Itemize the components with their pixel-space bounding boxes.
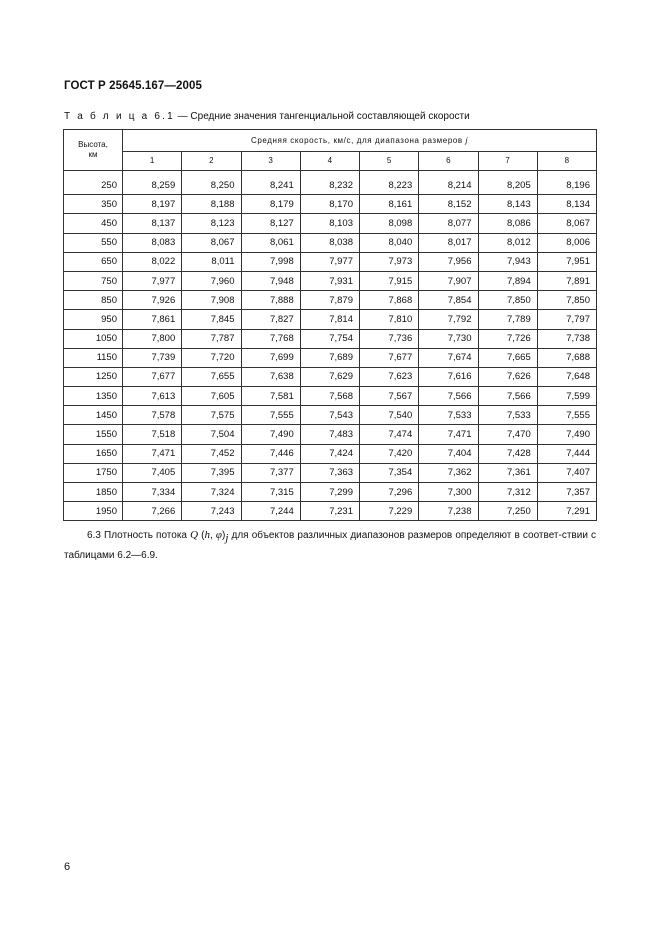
table-row	[64, 252, 597, 271]
height-cell: 1750	[64, 463, 123, 482]
velocity-cell: 7,474	[360, 425, 419, 444]
velocity-cell: 7,312	[478, 483, 537, 502]
velocity-cell: 8,077	[419, 214, 478, 233]
velocity-cell: 8,223	[360, 176, 419, 195]
velocity-cell: 7,238	[419, 502, 478, 521]
velocity-cell: 7,362	[419, 463, 478, 482]
velocity-cell: 7,850	[478, 291, 537, 310]
velocity-cell: 7,739	[123, 348, 182, 367]
velocity-cell: 7,555	[537, 406, 596, 425]
velocity-cell: 7,665	[478, 348, 537, 367]
velocity-cell: 7,948	[241, 271, 300, 290]
velocity-cell: 7,446	[241, 444, 300, 463]
velocity-cell: 7,452	[182, 444, 241, 463]
page-number: 6	[64, 861, 71, 873]
size-range-column-header: 1	[123, 151, 182, 170]
velocity-cell: 7,324	[182, 483, 241, 502]
table-row	[64, 195, 597, 214]
table-row	[64, 214, 597, 233]
velocity-cell: 7,543	[300, 406, 359, 425]
velocity-cell: 7,599	[537, 387, 596, 406]
velocity-cell: 8,161	[360, 195, 419, 214]
velocity-cell: 7,951	[537, 252, 596, 271]
velocity-cell: 8,214	[419, 176, 478, 195]
velocity-cell: 8,232	[300, 176, 359, 195]
velocity-cell: 8,179	[241, 195, 300, 214]
table-caption-prefix: Т а б л и ц а 6.1	[64, 111, 175, 122]
height-header-line2: км	[88, 150, 98, 159]
size-range-column-header: 6	[419, 151, 478, 170]
velocity-cell: 7,471	[123, 444, 182, 463]
velocity-cell: 7,407	[537, 463, 596, 482]
height-cell: 350	[64, 195, 123, 214]
velocity-cell: 8,098	[360, 214, 419, 233]
velocity-cell: 7,629	[300, 367, 359, 386]
velocity-cell: 7,405	[123, 463, 182, 482]
height-cell: 1850	[64, 483, 123, 502]
velocity-cell: 7,616	[419, 367, 478, 386]
velocity-cell: 7,827	[241, 310, 300, 329]
velocity-cell: 8,017	[419, 233, 478, 252]
velocity-cell: 7,395	[182, 463, 241, 482]
height-cell: 250	[64, 176, 123, 195]
table-row	[64, 502, 597, 521]
velocity-cell: 8,022	[123, 252, 182, 271]
size-range-header-row	[64, 151, 597, 170]
height-cell: 1650	[64, 444, 123, 463]
velocity-cell: 7,730	[419, 329, 478, 348]
velocity-cell: 8,241	[241, 176, 300, 195]
velocity-cell: 7,428	[478, 444, 537, 463]
size-range-column-header: 8	[537, 151, 596, 170]
velocity-table	[63, 129, 597, 521]
formula-sub-j: j	[225, 532, 229, 544]
velocity-cell: 7,315	[241, 483, 300, 502]
velocity-cell: 8,067	[537, 214, 596, 233]
height-cell: 1150	[64, 348, 123, 367]
height-cell: 1550	[64, 425, 123, 444]
velocity-cell: 7,861	[123, 310, 182, 329]
velocity-cell: 7,908	[182, 291, 241, 310]
height-cell: 1250	[64, 367, 123, 386]
document-header: ГОСТ Р 25645.167—2005	[64, 80, 202, 92]
table-row	[64, 348, 597, 367]
velocity-cell: 8,006	[537, 233, 596, 252]
velocity-cell: 7,250	[478, 502, 537, 521]
velocity-cell: 7,850	[537, 291, 596, 310]
table-row	[64, 425, 597, 444]
velocity-cell: 7,674	[419, 348, 478, 367]
velocity-cell: 7,655	[182, 367, 241, 386]
velocity-cell: 7,377	[241, 463, 300, 482]
velocity-cell: 7,578	[123, 406, 182, 425]
velocity-cell: 7,868	[360, 291, 419, 310]
velocity-cell: 7,567	[360, 387, 419, 406]
velocity-cell: 8,011	[182, 252, 241, 271]
formula-open: (	[198, 530, 205, 541]
table-caption	[64, 111, 470, 122]
velocity-table-body	[64, 176, 597, 521]
velocity-cell: 8,061	[241, 233, 300, 252]
velocity-cell: 7,504	[182, 425, 241, 444]
velocity-cell: 7,973	[360, 252, 419, 271]
velocity-cell: 7,581	[241, 387, 300, 406]
velocity-cell: 8,205	[478, 176, 537, 195]
velocity-cell: 7,956	[419, 252, 478, 271]
velocity-cell: 7,977	[300, 252, 359, 271]
velocity-cell: 8,259	[123, 176, 182, 195]
velocity-cell: 7,575	[182, 406, 241, 425]
velocity-cell: 7,638	[241, 367, 300, 386]
velocity-cell: 8,103	[300, 214, 359, 233]
velocity-cell: 8,040	[360, 233, 419, 252]
height-cell: 550	[64, 233, 123, 252]
velocity-cell: 7,533	[478, 406, 537, 425]
size-range-column-header: 3	[241, 151, 300, 170]
velocity-cell: 8,123	[182, 214, 241, 233]
velocity-cell: 7,845	[182, 310, 241, 329]
velocity-cell: 7,738	[537, 329, 596, 348]
velocity-cell: 7,879	[300, 291, 359, 310]
table-row	[64, 387, 597, 406]
velocity-cell: 8,038	[300, 233, 359, 252]
velocity-cell: 8,196	[537, 176, 596, 195]
velocity-cell: 8,134	[537, 195, 596, 214]
velocity-cell: 7,915	[360, 271, 419, 290]
velocity-cell: 7,291	[537, 502, 596, 521]
size-range-column-header: 5	[360, 151, 419, 170]
formula-phi: φ	[215, 529, 222, 541]
velocity-cell: 7,926	[123, 291, 182, 310]
velocity-cell: 7,444	[537, 444, 596, 463]
velocity-cell: 7,907	[419, 271, 478, 290]
table-row	[64, 367, 597, 386]
table-row	[64, 233, 597, 252]
height-cell: 850	[64, 291, 123, 310]
height-cell: 1350	[64, 387, 123, 406]
velocity-cell: 7,533	[419, 406, 478, 425]
velocity-cell: 7,566	[478, 387, 537, 406]
velocity-cell: 8,250	[182, 176, 241, 195]
size-range-column-header: 4	[300, 151, 359, 170]
table-row	[64, 291, 597, 310]
paragraph-6-3	[64, 527, 596, 564]
velocity-cell: 7,943	[478, 252, 537, 271]
table-row	[64, 176, 597, 195]
formula-h: h	[204, 529, 211, 541]
size-range-column-header: 2	[182, 151, 241, 170]
velocity-cell: 7,555	[241, 406, 300, 425]
velocity-cell: 8,170	[300, 195, 359, 214]
velocity-group-label: Средняя скорость, км/с, для диапазона размеров	[250, 135, 463, 145]
velocity-cell: 8,152	[419, 195, 478, 214]
velocity-cell: 7,266	[123, 502, 182, 521]
velocity-cell: 8,127	[241, 214, 300, 233]
height-cell: 450	[64, 214, 123, 233]
velocity-cell: 7,960	[182, 271, 241, 290]
height-cell: 1050	[64, 329, 123, 348]
velocity-cell: 7,490	[241, 425, 300, 444]
velocity-cell: 7,931	[300, 271, 359, 290]
velocity-cell: 7,296	[360, 483, 419, 502]
velocity-cell: 7,243	[182, 502, 241, 521]
velocity-cell: 8,012	[478, 233, 537, 252]
table-row	[64, 444, 597, 463]
velocity-cell: 7,334	[123, 483, 182, 502]
velocity-cell: 8,137	[123, 214, 182, 233]
height-cell: 1450	[64, 406, 123, 425]
height-cell: 650	[64, 252, 123, 271]
table-row	[64, 310, 597, 329]
formula-sep: ,	[210, 530, 216, 541]
velocity-cell: 7,299	[300, 483, 359, 502]
velocity-cell: 7,613	[123, 387, 182, 406]
table-row	[64, 271, 597, 290]
velocity-cell: 7,797	[537, 310, 596, 329]
table-row	[64, 406, 597, 425]
velocity-cell: 7,244	[241, 502, 300, 521]
velocity-cell: 7,231	[300, 502, 359, 521]
height-cell: 750	[64, 271, 123, 290]
velocity-cell: 7,540	[360, 406, 419, 425]
velocity-cell: 8,197	[123, 195, 182, 214]
height-header-line1: Высота,	[78, 140, 108, 149]
velocity-cell: 8,188	[182, 195, 241, 214]
velocity-cell: 7,736	[360, 329, 419, 348]
velocity-cell: 7,471	[419, 425, 478, 444]
height-column-header	[64, 130, 123, 171]
velocity-cell: 8,067	[182, 233, 241, 252]
velocity-cell: 7,792	[419, 310, 478, 329]
table-row	[64, 329, 597, 348]
velocity-cell: 7,854	[419, 291, 478, 310]
velocity-cell: 7,229	[360, 502, 419, 521]
velocity-cell: 7,787	[182, 329, 241, 348]
velocity-cell: 7,688	[537, 348, 596, 367]
velocity-cell: 7,626	[478, 367, 537, 386]
velocity-cell: 7,814	[300, 310, 359, 329]
height-cell: 1950	[64, 502, 123, 521]
velocity-cell: 7,726	[478, 329, 537, 348]
velocity-cell: 7,677	[123, 367, 182, 386]
height-cell: 950	[64, 310, 123, 329]
velocity-cell: 7,894	[478, 271, 537, 290]
velocity-cell: 7,888	[241, 291, 300, 310]
velocity-cell: 7,470	[478, 425, 537, 444]
velocity-cell: 7,998	[241, 252, 300, 271]
velocity-cell: 7,566	[419, 387, 478, 406]
table-row	[64, 463, 597, 482]
velocity-cell: 7,623	[360, 367, 419, 386]
velocity-group-header	[123, 130, 597, 152]
velocity-cell: 7,361	[478, 463, 537, 482]
velocity-cell: 7,483	[300, 425, 359, 444]
velocity-cell: 7,977	[123, 271, 182, 290]
velocity-cell: 7,357	[537, 483, 596, 502]
velocity-cell: 7,420	[360, 444, 419, 463]
velocity-cell: 7,891	[537, 271, 596, 290]
velocity-cell: 7,300	[419, 483, 478, 502]
velocity-cell: 7,605	[182, 387, 241, 406]
velocity-cell: 7,810	[360, 310, 419, 329]
table-row	[64, 483, 597, 502]
velocity-cell: 7,490	[537, 425, 596, 444]
velocity-cell: 7,354	[360, 463, 419, 482]
velocity-cell: 7,648	[537, 367, 596, 386]
velocity-cell: 7,768	[241, 329, 300, 348]
velocity-cell: 8,086	[478, 214, 537, 233]
velocity-cell: 7,754	[300, 329, 359, 348]
paragraph-text-start: 6.3 Плотность потока	[87, 530, 191, 541]
velocity-cell: 7,720	[182, 348, 241, 367]
velocity-cell: 8,143	[478, 195, 537, 214]
velocity-cell: 7,568	[300, 387, 359, 406]
table-caption-title: — Средние значения тангенциальной составляющей скорости	[177, 111, 470, 122]
velocity-cell: 7,789	[478, 310, 537, 329]
velocity-cell: 7,424	[300, 444, 359, 463]
velocity-group-var: j	[465, 135, 469, 145]
velocity-cell: 7,699	[241, 348, 300, 367]
velocity-cell: 7,404	[419, 444, 478, 463]
velocity-cell: 7,800	[123, 329, 182, 348]
velocity-cell: 7,518	[123, 425, 182, 444]
formula-close: )	[222, 530, 226, 541]
velocity-cell: 7,689	[300, 348, 359, 367]
paragraph-text-end: для объектов различных диапазонов размеров определяют в соответ-ствии с таблицами 6.2—6.9.	[64, 530, 597, 561]
size-range-column-header: 7	[478, 151, 537, 170]
formula-q: Q	[190, 529, 199, 541]
velocity-cell: 7,363	[300, 463, 359, 482]
velocity-cell: 8,083	[123, 233, 182, 252]
velocity-cell: 7,677	[360, 348, 419, 367]
